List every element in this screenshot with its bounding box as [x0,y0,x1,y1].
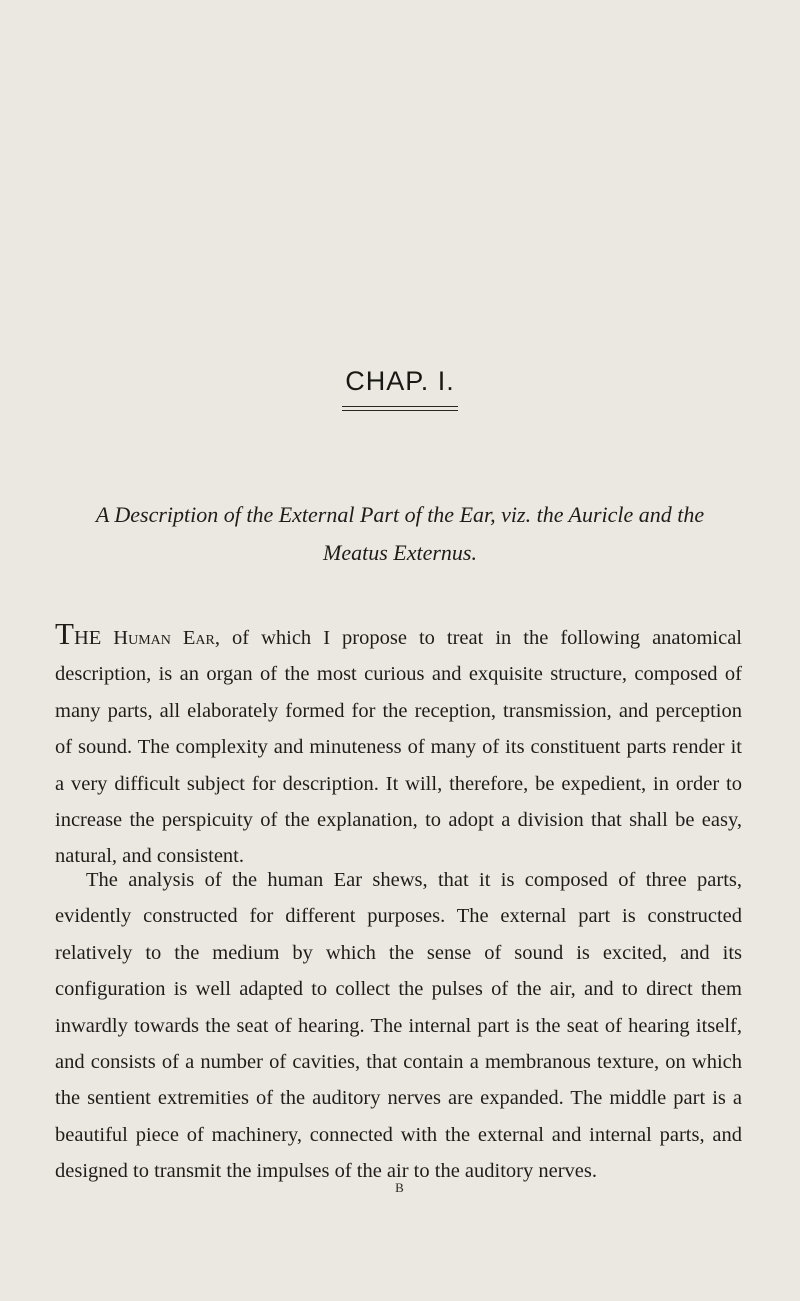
paragraph-2: The analysis of the human Ear shews, that it is composed of three parts, evidently constructed for different purposes. The external part is constructed relatively to the medium by which the sense of sound is excited, and its configuration is well adapted to collect the pulses of the air, and to direct them inwardly towards the seat of hearing. The internal part is the seat of hearing itself, and consists of a number of cavities, that contain a membranous texture, on which the sentient extremities of the auditory nerves are expanded. The middle part is a beautiful piece of machinery, connected with the external and internal parts, and designed to transmit the impulses of the air to the auditory nerves. [55,869,742,1183]
heading-rule-bottom [342,410,458,411]
subtitle-line-1: A Description of the External Part of the Ear, viz. the Auricle and the [95,502,705,527]
paragraph-1 [55,616,743,875]
chapter-heading: CHAP. I. [345,366,455,396]
signature-mark: B [395,1180,405,1195]
lead-word-rest: HE [73,627,102,649]
paragraph-1-text: of which I propose to treat in the following anatomical description, is an organ of the most curious and exquisite structure, composed of many parts, all elaborately formed for the reception, transmission, and perception of sound. The complexity and minuteness of many of its constituent parts render it a very difficult subject for description. It will, therefore, be expedient, in order to increase the perspicuity of the explanation, to adopt a division that shall be easy, natural, and consistent. [55,627,743,868]
small-caps-phrase: Human Ear, [113,627,220,649]
drop-capital: T [55,616,74,651]
chapter-subtitle [60,496,740,572]
subtitle-line-2: Meatus Externus. [323,540,477,565]
heading-rule-top [342,406,458,407]
